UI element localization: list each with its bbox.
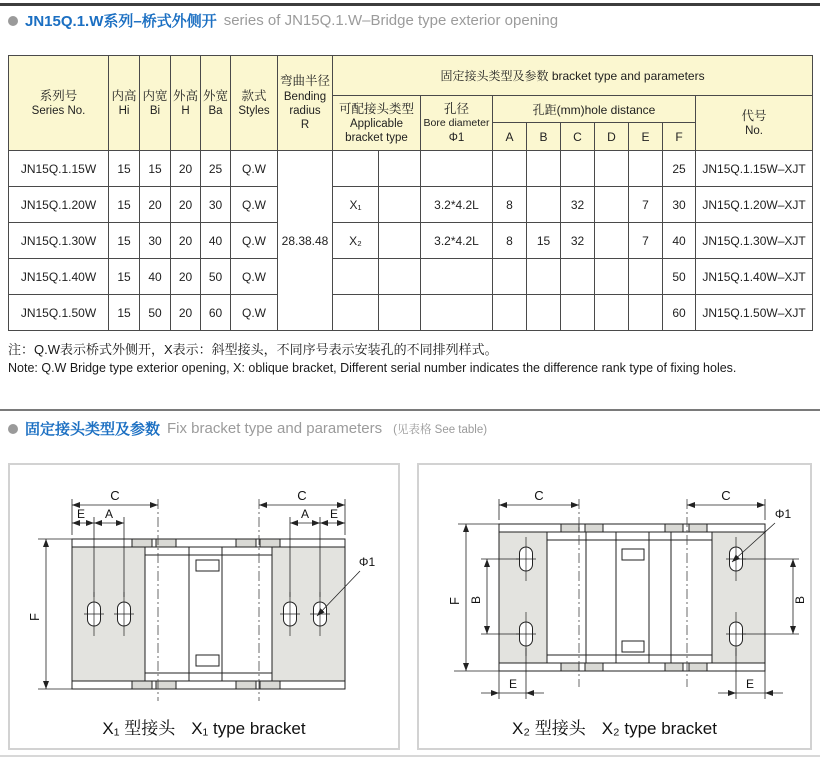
header-bending-radius: 弯曲半径 Bending radius R	[278, 56, 333, 151]
table-row	[9, 295, 813, 331]
top-rule	[0, 3, 820, 6]
x2-phi-label: Φ1	[774, 507, 792, 521]
x2-dim-c-right: C	[721, 488, 731, 503]
td-b	[527, 151, 561, 187]
td-hi: 15	[109, 151, 140, 187]
td-b	[527, 187, 561, 223]
td-e	[629, 295, 663, 331]
td-hi: 15	[109, 223, 140, 259]
header-styles: 款式 Styles	[231, 56, 278, 151]
x1-phi-label: Φ1	[358, 555, 376, 569]
td-series: JN15Q.1.40W	[9, 259, 109, 295]
td-ba: 40	[201, 223, 231, 259]
x2-dim-b-left: B	[469, 595, 483, 605]
x1-dim-e-left: E	[76, 507, 86, 521]
td-bracket	[333, 259, 379, 295]
td-bi: 15	[140, 151, 171, 187]
x2-diagram-box	[417, 463, 812, 750]
bottom-rule	[0, 755, 820, 757]
td-b: 15	[527, 223, 561, 259]
td-a: 8	[493, 223, 527, 259]
header-col-c: C	[561, 123, 595, 151]
header-bracket-banner: 固定接头类型及参数 bracket type and parameters	[333, 56, 813, 96]
td-bore: 3.2*4.2L	[421, 223, 493, 259]
td-c: 32	[561, 223, 595, 259]
header-hi: 内高 Hi	[109, 56, 140, 151]
td-a	[493, 295, 527, 331]
td-bracket-aux	[379, 151, 421, 187]
td-bracket: X₂	[333, 223, 379, 259]
td-style: Q.W	[231, 259, 278, 295]
td-style: Q.W	[231, 187, 278, 223]
td-d	[595, 187, 629, 223]
td-c: 32	[561, 187, 595, 223]
td-e	[629, 151, 663, 187]
header-col-e: E	[629, 123, 663, 151]
td-style: Q.W	[231, 295, 278, 331]
x2-dim-f: F	[447, 597, 462, 605]
x1-caption-cn: X₁ 型接头	[102, 719, 176, 738]
td-series: JN15Q.1.30W	[9, 223, 109, 259]
td-series: JN15Q.1.50W	[9, 295, 109, 331]
bracket-title-cn: 固定接头类型及参数	[25, 421, 161, 438]
header-col-a: A	[493, 123, 527, 151]
x1-dim-f: F	[27, 613, 42, 621]
td-f: 50	[663, 259, 696, 295]
td-c	[561, 295, 595, 331]
td-bi: 40	[140, 259, 171, 295]
x1-link-slot-top	[196, 560, 219, 571]
x1-dim-a-right: A	[300, 507, 310, 521]
series-title-cn: JN15Q.1.W系列–桥式外侧开	[25, 13, 217, 30]
note-en: Note: Q.W Bridge type exterior opening, X: oblique bracket, Different serial number indicates the difference rank type of fixing holes.	[8, 361, 737, 375]
td-code: JN15Q.1.50W–XJT	[696, 295, 813, 331]
td-code: JN15Q.1.20W–XJT	[696, 187, 813, 223]
bullet-icon	[8, 424, 18, 434]
td-bracket-aux	[379, 295, 421, 331]
td-a	[493, 151, 527, 187]
header-bi: 内宽 Bi	[140, 56, 171, 151]
x2-bracket-drawing	[419, 465, 810, 707]
x2-dim-e-left: E	[508, 677, 518, 691]
td-bracket-aux	[379, 259, 421, 295]
td-bore	[421, 295, 493, 331]
td-b	[527, 295, 561, 331]
table-row	[9, 151, 813, 187]
section-divider	[0, 409, 820, 411]
x2-caption-en: X₂ type bracket	[601, 719, 717, 738]
td-c	[561, 259, 595, 295]
td-hi: 15	[109, 187, 140, 223]
td-ba: 25	[201, 151, 231, 187]
td-f: 30	[663, 187, 696, 223]
td-d	[595, 295, 629, 331]
td-h: 20	[171, 223, 201, 259]
td-code: JN15Q.1.15W–XJT	[696, 151, 813, 187]
notes	[8, 340, 736, 378]
td-series: JN15Q.1.20W	[9, 187, 109, 223]
td-bracket: X₁	[333, 187, 379, 223]
td-ba: 30	[201, 187, 231, 223]
series-title-en: series of JN15Q.1.W–Bridge type exterior opening	[223, 12, 559, 29]
header-h: 外高 H	[171, 56, 201, 151]
td-bi: 30	[140, 223, 171, 259]
x2-caption-cn: X₂ 型接头	[512, 719, 586, 738]
table-row	[9, 187, 813, 223]
header-col-b: B	[527, 123, 561, 151]
x2-link-slot-bottom	[622, 641, 644, 652]
td-h: 20	[171, 295, 201, 331]
td-bracket	[333, 295, 379, 331]
x1-dim-e-right: E	[329, 507, 339, 521]
header-ba: 外宽 Ba	[201, 56, 231, 151]
series-section-title	[8, 10, 558, 31]
td-a: 8	[493, 187, 527, 223]
td-bracket-aux	[379, 187, 421, 223]
x2-caption	[419, 714, 810, 739]
header-col-d: D	[595, 123, 629, 151]
td-style: Q.W	[231, 223, 278, 259]
x1-bracket-drawing	[10, 465, 398, 707]
td-h: 20	[171, 259, 201, 295]
header-hole-distance: 孔距(mm)hole distance	[493, 96, 696, 123]
table-row	[9, 259, 813, 295]
x1-caption	[10, 714, 398, 739]
td-bi: 50	[140, 295, 171, 331]
x2-dim-e-right: E	[745, 677, 755, 691]
header-applicable-bracket: 可配接头类型 Applicable bracket type	[333, 96, 421, 151]
td-bi: 20	[140, 187, 171, 223]
td-series: JN15Q.1.15W	[9, 151, 109, 187]
td-d	[595, 151, 629, 187]
x2-link-slot-top	[622, 549, 644, 560]
bracket-section-title	[8, 418, 487, 439]
bracket-title-aside: (见表格 See table)	[393, 423, 488, 436]
td-bore: 3.2*4.2L	[421, 187, 493, 223]
header-series: 系列号 Series No.	[9, 56, 109, 151]
td-h: 20	[171, 151, 201, 187]
x1-left-plate	[72, 547, 145, 681]
td-e: 7	[629, 187, 663, 223]
x1-diagram-box	[8, 463, 400, 750]
td-c	[561, 151, 595, 187]
x1-link-slot-bottom	[196, 655, 219, 666]
x2-dim-b-right: B	[793, 595, 807, 605]
td-style: Q.W	[231, 151, 278, 187]
td-bore	[421, 259, 493, 295]
x1-dim-c-left: C	[110, 488, 120, 503]
td-bore	[421, 151, 493, 187]
x1-caption-en: X₁ type bracket	[191, 719, 306, 738]
td-code: JN15Q.1.30W–XJT	[696, 223, 813, 259]
header-col-f: F	[663, 123, 696, 151]
table-row	[9, 223, 813, 259]
header-bore-diameter: 孔径 Bore diameter Φ1	[421, 96, 493, 151]
td-ba: 50	[201, 259, 231, 295]
td-b	[527, 259, 561, 295]
td-hi: 15	[109, 259, 140, 295]
td-d	[595, 259, 629, 295]
td-bending-radius: 28.38.48	[278, 151, 333, 331]
td-f: 60	[663, 295, 696, 331]
td-code: JN15Q.1.40W–XJT	[696, 259, 813, 295]
td-ba: 60	[201, 295, 231, 331]
td-f: 40	[663, 223, 696, 259]
td-e: 7	[629, 223, 663, 259]
x1-dim-a-left: A	[104, 507, 114, 521]
td-a	[493, 259, 527, 295]
td-bracket	[333, 151, 379, 187]
td-e	[629, 259, 663, 295]
td-h: 20	[171, 187, 201, 223]
header-code: 代号 No.	[696, 96, 813, 151]
td-f: 25	[663, 151, 696, 187]
x2-dim-c-left: C	[534, 488, 544, 503]
bracket-title-en: Fix bracket type and parameters	[167, 420, 383, 437]
note-cn: 注：Q.W表示桥式外侧开，X表示：斜型接头，不同序号表示安装孔的不同排列样式。	[8, 342, 498, 357]
bullet-icon	[8, 16, 18, 26]
td-bracket-aux	[379, 223, 421, 259]
spec-table	[8, 55, 813, 331]
x1-dim-c-right: C	[297, 488, 307, 503]
td-d	[595, 223, 629, 259]
td-hi: 15	[109, 295, 140, 331]
